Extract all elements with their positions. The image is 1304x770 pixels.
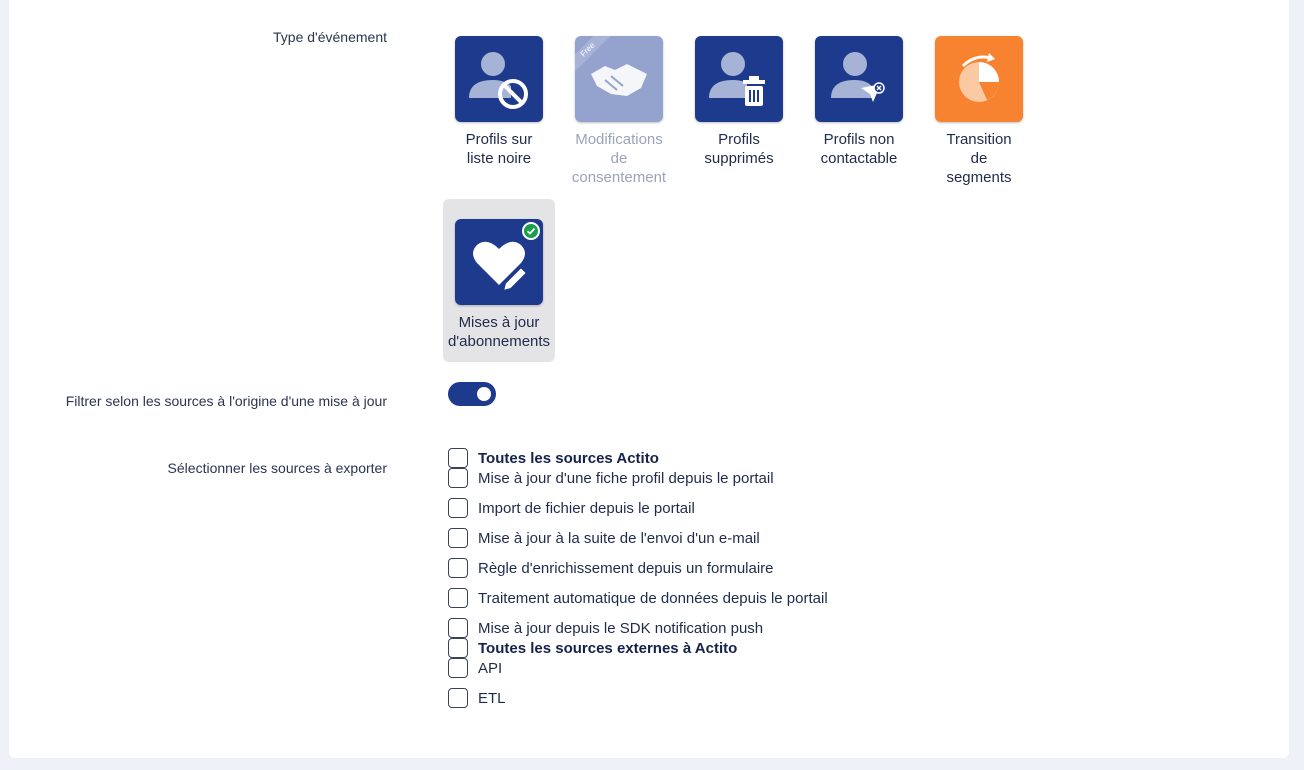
event-type-label: Type d'événement xyxy=(273,29,387,45)
filter-sources-label: Filtrer selon les sources à l'origine d'une mise à jour xyxy=(65,393,387,409)
source-auto-processing[interactable] xyxy=(448,588,828,608)
checkbox[interactable] xyxy=(448,618,468,638)
selected-check-icon xyxy=(522,222,540,240)
tile-segment-label-1: Transition xyxy=(946,131,1012,148)
source-label: API xyxy=(478,659,503,677)
handshake-icon xyxy=(575,36,663,122)
tile-blacklist-label-1: Profils sur xyxy=(465,131,533,148)
tile-consent-label-2: de xyxy=(610,150,628,167)
free-ribbon: Free xyxy=(575,36,613,75)
source-push-sdk[interactable] xyxy=(448,618,763,638)
user-blacklist-icon xyxy=(455,36,543,122)
source-file-import[interactable] xyxy=(448,498,695,518)
source-label: Mise à jour depuis le SDK notification push xyxy=(478,619,764,637)
tile-consent-label-3: consentement xyxy=(571,169,667,186)
checkbox[interactable] xyxy=(448,558,468,578)
checkbox[interactable] xyxy=(448,528,468,548)
source-label: Mise à jour à la suite de l'envoi d'un e-mail xyxy=(478,529,760,547)
tile-deleted[interactable] xyxy=(683,36,795,168)
tile-subscriptions[interactable] xyxy=(443,199,555,362)
select-sources-label: Sélectionner les sources à exporter xyxy=(167,460,387,476)
source-api[interactable] xyxy=(448,658,502,678)
tile-deleted-label-2: supprimés xyxy=(704,150,774,167)
checkbox[interactable] xyxy=(448,658,468,678)
tile-deleted-iconbox xyxy=(695,36,783,122)
form-panel xyxy=(9,0,1289,758)
tile-blacklist-iconbox xyxy=(455,36,543,122)
source-profile-portal[interactable] xyxy=(448,468,774,488)
tile-segment-label-3: segments xyxy=(946,169,1012,186)
tile-subscriptions-iconbox xyxy=(455,219,543,305)
source-label: Mise à jour d'une fiche profil depuis le portail xyxy=(478,469,774,487)
tile-uncontactable-iconbox xyxy=(815,36,903,122)
toggle-knob xyxy=(477,387,491,401)
source-label: ETL xyxy=(478,689,506,707)
segment-transition-icon xyxy=(935,36,1023,122)
source-label: Toutes les sources externes à Actito xyxy=(478,639,738,657)
source-label: Règle d'enrichissement depuis un formulaire xyxy=(478,559,774,577)
checkbox[interactable] xyxy=(448,468,468,488)
source-etl[interactable] xyxy=(448,688,506,708)
source-all-external[interactable] xyxy=(448,638,737,658)
filter-sources-toggle[interactable] xyxy=(448,382,496,406)
tile-subscriptions-label-1: Mises à jour xyxy=(458,314,540,331)
tile-blacklist[interactable] xyxy=(443,36,555,168)
checkbox[interactable] xyxy=(448,638,468,658)
tile-consent-label-1: Modifications xyxy=(575,131,663,148)
user-uncontactable-icon xyxy=(815,36,903,122)
checkbox[interactable] xyxy=(448,588,468,608)
source-label: Toutes les sources Actito xyxy=(478,449,659,467)
tile-consent[interactable] xyxy=(563,36,675,187)
tile-consent-iconbox xyxy=(575,36,663,122)
checkbox[interactable] xyxy=(448,688,468,708)
tile-uncontactable-label-2: contactable xyxy=(820,150,898,167)
source-label: Import de fichier depuis le portail xyxy=(478,499,695,517)
tile-uncontactable-label-1: Profils non xyxy=(823,131,895,148)
tile-segment-label-2: de xyxy=(970,150,988,167)
tile-subscriptions-label-2: d'abonnements xyxy=(447,333,551,350)
source-email-send[interactable] xyxy=(448,528,760,548)
source-label: Traitement automatique de données depuis le portail xyxy=(478,589,828,607)
tile-deleted-label-1: Profils xyxy=(718,131,760,148)
tile-uncontactable[interactable] xyxy=(803,36,915,168)
tile-segment-iconbox xyxy=(935,36,1023,122)
tile-segment-transition[interactable] xyxy=(923,36,1035,187)
user-trash-icon xyxy=(695,36,783,122)
checkbox[interactable] xyxy=(448,448,468,468)
checkbox[interactable] xyxy=(448,498,468,518)
source-all-actito[interactable] xyxy=(448,448,659,468)
tile-blacklist-label-2: liste noire xyxy=(466,150,532,167)
source-enrichment-rule[interactable] xyxy=(448,558,774,578)
